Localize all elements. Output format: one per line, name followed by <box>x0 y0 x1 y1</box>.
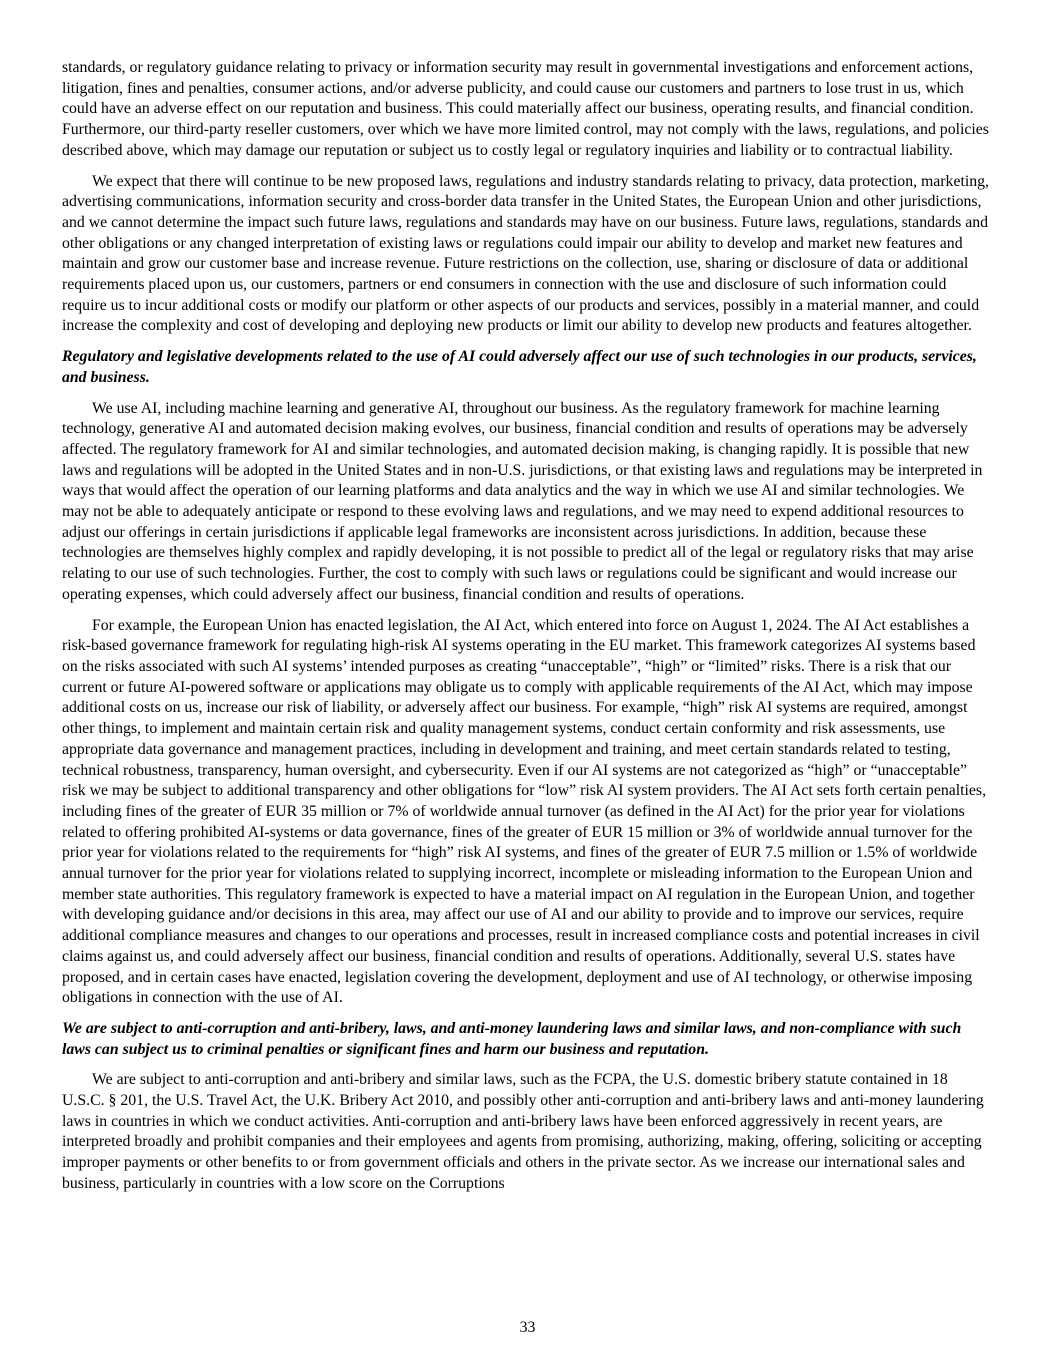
paragraph-anti-corruption-laws: We are subject to anti-corruption and anti-bribery and similar laws, such as the FCPA, the U.S. domestic bribery statute contained in 18 U.S.C. § 201, the U.S. Travel Act, the U.K. Bribery Act 2010, and possibly other anti-corruption and anti-bribery laws and anti-money laundering laws in countries in which we conduct activities. Anti-corruption and anti-bribery laws have been enforced aggressively in recent years, are interpreted broadly and prohibit companies and their employees and agents from promising, authorizing, making, offering, soliciting or accepting improper payments or other benefits to or from government officials and others in the private sector. As we increase our international sales and business, particularly in countries with a low score on the Corruptions <box>62 1071 984 1192</box>
page-number: 33 <box>519 1319 536 1337</box>
paragraph-future-laws: We expect that there will continue to be new proposed laws, regulations and industry standards relating to privacy, data protection, marketing, advertising communications, information security and cross-border data transfer in the United States, the European Union and other jurisdictions, and we cannot determine the impact such future laws, regulations and standards may have on our business. Future laws, regulations, standards and other obligations or any changed interpretation of existing laws or regulations could impair our ability to develop and market new features and maintain and grow our customer base and increase revenue. Future restrictions on the collection, use, sharing or disclosure of data or additional requirements placed upon us, our customers, partners or end consumers in connection with the use and disclosure of such information could require us to incur additional costs or modify our platform or other aspects of our products and services, possibly in a material manner, and could increase the complexity and cost of developing and deploying new products or limit our ability to develop new products and features altogether. <box>62 172 989 335</box>
section-heading-anti-corruption: We are subject to anti-corruption and anti-bribery, laws, and anti-money laundering laws and similar laws, and non-compliance with such laws can subject us to criminal penalties or significant fines and harm our business and reputation. <box>62 1019 962 1058</box>
paragraph-eu-ai-act: For example, the European Union has enacted legislation, the AI Act, which entered into force on August 1, 2024. The AI Act establishes a risk-based governance framework for regulating high-risk AI systems operating in the EU market. This framework categorizes AI systems based on the risks associated with such AI systems’ intended purposes as creating “unacceptable”, “high” or “limited” risks. There is a risk that our current or future AI-powered software or applications may obligate us to comply with applicable requirements of the AI Act, which may impose additional costs on us, increase our risk of liability, or adversely affect our business. For example, “high” risk AI systems are required, amongst other things, to implement and maintain certain risk and quality management systems, conduct certain conformity and risk assessments, use appropriate data governance and management practices, including in development and training, and meet certain standards related to testing, technical robustness, transparency, human oversight, and cybersecurity. Even if our AI systems are not categorized as “high” or “unacceptable” risk we may be subject to additional transparency and other obligations for “low” risk AI system providers. The AI Act sets forth certain penalties, including fines of the greater of EUR 35 million or 7% of worldwide annual turnover (as defined in the AI Act) for the prior year for violations related to offering prohibited AI-systems or data governance, fines of the greater of EUR 15 million or 3% of worldwide annual turnover for the prior year for violations related to the requirements for “high” risk AI systems, and fines of the greater of EUR 7.5 million or 1.5% of worldwide annual turnover for the prior year for violations related to supplying incorrect, incomplete or misleading information to the European Union and member state authorities. This regulatory framework is expected to have a material impact on AI regulation in the European Union, and together with developing guidance and/or decisions in this area, may affect our use of AI and our ability to provide and to improve our services, require additional compliance measures and changes to our operations and processes, result in increased compliance costs and potential increases in civil claims against us, and could adversely affect our business, financial condition and results of operations. Additionally, several U.S. states have proposed, and in certain cases have enacted, legislation covering the development, deployment and use of AI technology, or otherwise imposing obligations in connection with the use of AI. <box>62 616 987 1007</box>
section-heading-ai-regulatory-developments: Regulatory and legislative developments related to the use of AI could adversely affect our use of such technologies in our products, services, and business. <box>62 348 977 386</box>
paragraph-privacy-regulatory-continuation: standards, or regulatory guidance relating to privacy or information security may result in governmental investigations and enforcement actions, litigation, fines and penalties, consumer actions, and/or adverse publicity, and could cause our customers and partners to lose trust in us, which could have an adverse effect on our reputation and business. This could materially affect our business, operating results, and financial condition. Furthermore, our third-party reseller customers, over which we have more limited control, may not comply with the laws, regulations, and policies described above, which may damage our reputation or subject us to costly legal or regulatory inquiries and liability or to contractual liability. <box>62 59 989 159</box>
paragraph-ai-use-regulatory-framework: We use AI, including machine learning and generative AI, throughout our business. As the regulatory framework for machine learning technology, generative AI and automated decision making evolves, our business, financial condition and results of operations may be adversely affected. The regulatory framework for AI and similar technologies, and automated decision making, is changing rapidly. It is possible that new laws and regulations will be adopted in the United States and in non-U.S. jurisdictions, or that existing laws and regulations may be interpreted in ways that would affect the operation of our learning platforms and data analytics and the way in which we use AI and similar technologies. We may not be able to adequately anticipate or respond to these evolving laws and regulations, and we may need to expend additional resources to adjust our offerings in certain jurisdictions if applicable legal frameworks are inconsistent across jurisdictions. In addition, because these technologies are themselves highly complex and rapidly developing, it is not possible to predict all of the legal or regulatory risks that may arise relating to our use of such technologies. Further, the cost to comply with such laws or regulations could be significant and would increase our operating expenses, which could adversely affect our business, financial condition and results of operations. <box>62 399 983 603</box>
